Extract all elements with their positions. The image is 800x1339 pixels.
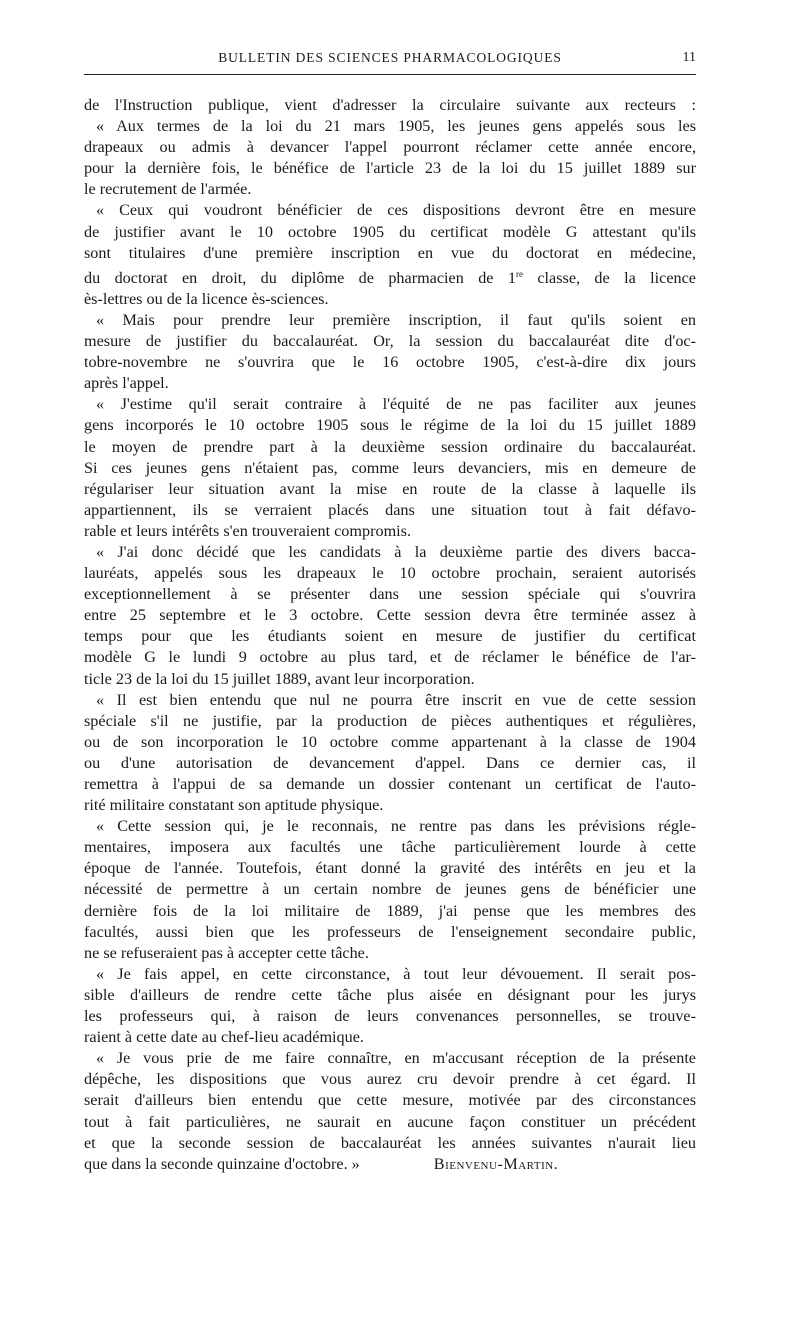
header-rule <box>84 74 696 75</box>
text-line: nécessité de permettre à un certain nombre de jeunes gens de bénéficier une <box>84 880 696 899</box>
text-line: tout à fait particulières, ne saurait en aucune façon constituer un précédent <box>84 1112 696 1131</box>
text-line: « Je vous prie de me faire connaître, en m'accusant réception de la présente <box>96 1049 696 1068</box>
running-title: BULLETIN DES SCIENCES PHARMACOLOGIQUES <box>218 50 562 65</box>
text-line: tobre-novembre ne s'ouvrira que le 16 octobre 1905, c'est-à-dire dix jours <box>84 353 696 372</box>
text-line: ticle 23 de la loi du 15 juillet 1889, avant leur incorporation. <box>84 669 475 688</box>
superscript: re <box>515 268 523 279</box>
text-fragment: classe, de la licence <box>522 268 696 287</box>
text-line: « Il est bien entendu que nul ne pourra être inscrit en vue de cette session <box>96 690 696 709</box>
text-line: modèle G le lundi 9 octobre au plus tard, et de réclamer le bénéfice de l'ar- <box>84 648 696 667</box>
text-line: « Ceux qui voudront bénéficier de ces dispositions devront être en mesure <box>96 201 696 220</box>
text-line: mentaires, imposera aux facultés une tâche particulièrement lourde à cette <box>84 838 696 857</box>
text-line: spéciale s'il ne justifie, par la production de pièces authentiques et régulières, <box>84 711 696 730</box>
text-line: raient à cette date au chef-lieu académique. <box>84 1028 364 1047</box>
text-line: lauréats, appelés sous les drapeaux le 10 octobre prochain, seraient autorisés <box>84 564 696 583</box>
text-line: « Cette session qui, je le reconnais, ne rentre pas dans les prévisions régle- <box>96 817 696 836</box>
text-line: le recrutement de l'armée. <box>84 180 252 199</box>
text-line: entre 25 septembre et le 3 octobre. Cette session devra être terminée assez à <box>84 606 696 625</box>
text-line: temps pour que les étudiants soient en mesure de justifier du certificat <box>84 627 696 646</box>
text-line: exceptionnellement à se présenter dans une session spéciale qui s'ouvrira <box>84 585 696 604</box>
text-line: de l'Instruction publique, vient d'adresser la circulaire suivante aux recteurs : <box>84 96 696 114</box>
text-line: le moyen de prendre part à la deuxième session ordinaire du baccalauréat. <box>84 437 696 456</box>
text-line: ou d'une autorisation de devancement d'appel. Dans ce dernier cas, il <box>84 753 696 772</box>
text-line: Si ces jeunes gens n'étaient pas, comme leurs devanciers, mis en demeure de <box>84 458 696 477</box>
text-line: dernière fois de la loi militaire de 1889, j'ai pense que les membres des <box>84 901 696 920</box>
text-line: « Aux termes de la loi du 21 mars 1905, les jeunes gens appelés sous les <box>96 117 696 136</box>
text-line: « Mais pour prendre leur première inscription, il faut qu'ils soient en <box>96 310 696 329</box>
text-line: pour la dernière fois, le bénéfice de l'article 23 de la loi du 15 juillet 1889 sur <box>84 159 696 178</box>
text-line: ou de son incorporation le 10 octobre comme appartenant à la classe de 1904 <box>84 732 696 751</box>
text-line: mesure de justifier du baccalauréat. Or, la session du baccalauréat dite d'oc- <box>84 332 696 351</box>
text-line: les professeurs qui, à raison de leurs convenances personnelles, se trouve- <box>84 1007 696 1026</box>
page-number: 11 <box>682 50 696 65</box>
text-line: « Je fais appel, en cette circonstance, à tout leur dévouement. Il serait pos- <box>96 964 696 983</box>
text-line: « J'estime qu'il serait contraire à l'équité de ne pas faciliter aux jeunes <box>96 395 696 414</box>
text-line: régulariser leur situation avant la mise en route de la classe à laquelle ils <box>84 479 696 498</box>
closing-line <box>84 1154 696 1175</box>
text-line: ne se refuseraient pas à accepter cette tâche. <box>84 943 369 962</box>
text-line: remettra à l'appui de sa demande un dossier contenant un certificat de l'auto- <box>84 775 696 793</box>
text-line: appartiennent, ils se verraient placés dans une situation tout à fait défavo- <box>84 500 696 519</box>
text-line: sible d'ailleurs de rendre cette tâche plus aisée en désignant pour les jurys <box>84 985 696 1004</box>
text-line: rable et leurs intérêts s'en trouveraient compromis. <box>84 521 412 540</box>
text-line: serait d'ailleurs bien entendu que cette mesure, motivée par des circonstances <box>84 1091 696 1110</box>
text-line: dépêche, les dispositions que vous aurez cru devoir prendre à cet égard. Il <box>84 1070 696 1089</box>
text-line: facultés, aussi bien que les professeurs de l'enseignement secondaire public, <box>84 922 696 941</box>
text-line: sont titulaires d'une première inscription en vue du doctorat en médecine, <box>84 243 696 262</box>
text-line: gens incorporés le 10 octobre 1905 sous le régime de la loi du 15 juillet 1889 <box>84 416 696 435</box>
page-header <box>84 50 696 74</box>
text-line: époque de l'année. Toutefois, étant donné la gravité des intérêts en jeu et la <box>84 859 696 878</box>
text-line: et que la seconde session de baccalauréat les années suivantes n'aurait lieu <box>84 1133 696 1152</box>
text-line: « J'ai donc décidé que les candidats à la deuxième partie des divers bacca- <box>96 542 696 561</box>
text-line: rité militaire constatant son aptitude physique. <box>84 796 384 815</box>
text-line: après l'appel. <box>84 374 169 393</box>
text-line: ès-lettres ou de la licence ès-sciences. <box>84 289 329 308</box>
text-fragment: que dans la seconde quinzaine d'octobre. » <box>84 1154 360 1173</box>
signature: Bienvenu-Martin. <box>433 1154 559 1173</box>
text-line: drapeaux ou admis à devancer l'appel pourront réclamer cette année encore, <box>84 138 696 157</box>
text-line <box>84 264 696 289</box>
article-body <box>84 95 696 1175</box>
text-line: de justifier avant le 10 octobre 1905 du certificat modèle G attestant qu'ils <box>84 222 696 241</box>
text-fragment: du doctorat en droit, du diplôme de pharmacien de 1 <box>84 268 516 287</box>
